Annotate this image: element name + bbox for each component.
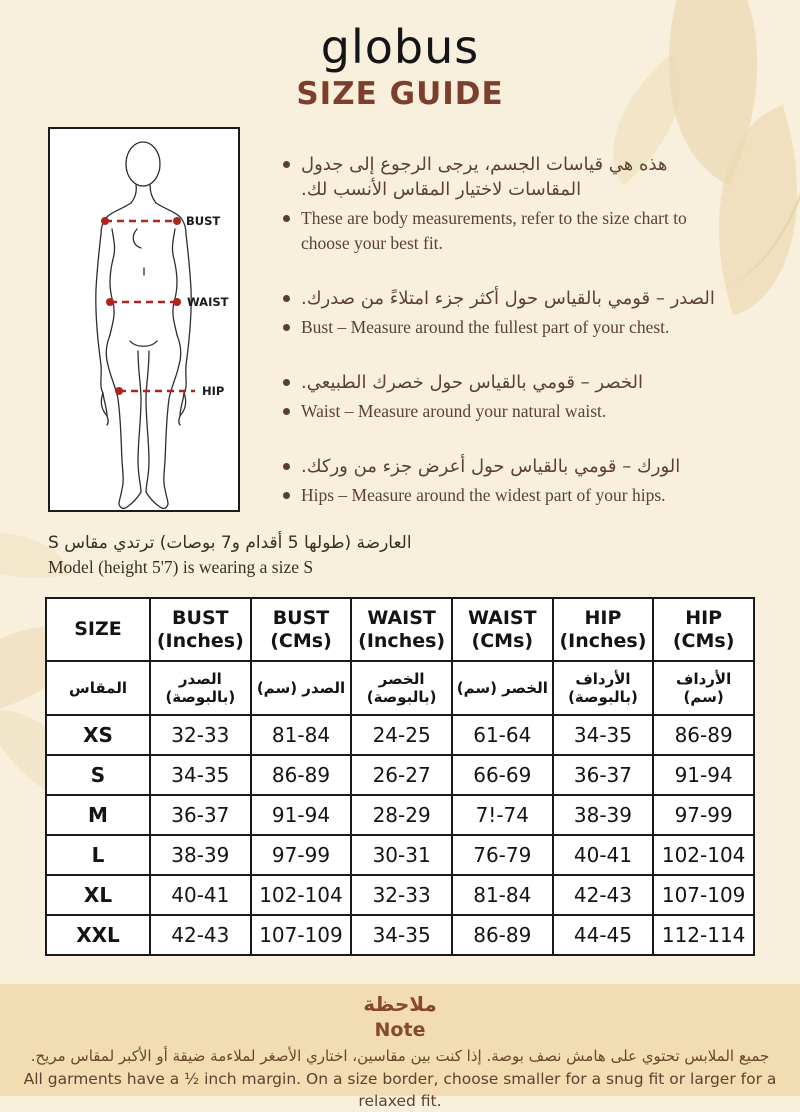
column-header-ar: الأرداف (بالبوصة) bbox=[553, 661, 654, 715]
bullet-dot-icon bbox=[283, 324, 290, 331]
measurement-cell: 30-31 bbox=[351, 835, 452, 875]
bullet-text: Waist – Measure around your natural waist. bbox=[301, 401, 607, 421]
bullet-group bbox=[283, 286, 717, 340]
measurement-cell: 102-104 bbox=[251, 875, 352, 915]
measurement-cell: 34-35 bbox=[150, 755, 251, 795]
measurement-cell: 28-29 bbox=[351, 795, 452, 835]
note-body-arabic: جميع الملابس تحتوي على هامش نصف بوصة. إذا كنت بين مقاسين، اختاري الأصغر لملاءمة ضيقة أو الأكبر لمقاس مريح. bbox=[30, 1047, 770, 1065]
bullet-text: These are body measurements, refer to the size chart to choose your best fit. bbox=[301, 208, 687, 253]
measurement-cell: 66-69 bbox=[452, 755, 553, 795]
bullet-text: Bust – Measure around the fullest part of your chest. bbox=[301, 317, 670, 337]
bullet-text: الخصر – قومي بالقياس حول خصرك الطبيعي. bbox=[301, 372, 644, 393]
bullet-item-en bbox=[283, 206, 717, 256]
measurement-cell: 44-45 bbox=[553, 915, 654, 955]
column-header-ar: الخصر (بالبوصة) bbox=[351, 661, 452, 715]
note-title-english: Note bbox=[374, 1019, 426, 1041]
body-figure-illustration-icon bbox=[50, 129, 238, 510]
bullet-text: الورك – قومي بالقياس حول أعرض جزء من وركك. bbox=[301, 456, 681, 477]
size-label-cell: M bbox=[46, 795, 150, 835]
measurement-cell: 102-104 bbox=[653, 835, 754, 875]
size-label-cell: XXL bbox=[46, 915, 150, 955]
column-header-en: WAIST (CMs) bbox=[452, 598, 553, 661]
size-label-cell: L bbox=[46, 835, 150, 875]
page-title: SIZE GUIDE bbox=[296, 76, 504, 112]
bullet-dot-icon bbox=[283, 408, 290, 415]
table-header-row-english bbox=[46, 598, 754, 661]
bullet-item-ar bbox=[283, 454, 717, 479]
bust-line-label: BUST bbox=[186, 214, 221, 228]
table-row bbox=[46, 875, 754, 915]
measurement-cell: 36-37 bbox=[553, 755, 654, 795]
measurement-cell: 61-64 bbox=[452, 715, 553, 755]
note-body-english: All garments have a ½ inch margin. On a size border, choose smaller for a snug fit or larger for a relaxed fit. bbox=[23, 1070, 777, 1110]
measurement-cell: 76-79 bbox=[452, 835, 553, 875]
note-title-arabic: ملاحظة bbox=[363, 992, 437, 1016]
bullet-item-ar bbox=[283, 152, 717, 202]
size-label-cell: S bbox=[46, 755, 150, 795]
table-row bbox=[46, 715, 754, 755]
bullet-item-ar bbox=[283, 370, 717, 395]
measurement-cell: 81-84 bbox=[251, 715, 352, 755]
waist-line-label: WAIST bbox=[187, 295, 229, 309]
bullet-group bbox=[283, 454, 717, 508]
measurement-cell: 34-35 bbox=[553, 715, 654, 755]
column-header-ar: الأرداف (سم) bbox=[653, 661, 754, 715]
column-header-en: BUST (Inches) bbox=[150, 598, 251, 661]
table-row bbox=[46, 755, 754, 795]
measurement-cell: 91-94 bbox=[653, 755, 754, 795]
column-header-en: SIZE bbox=[46, 598, 150, 661]
measurement-cell: 42-43 bbox=[553, 875, 654, 915]
measurement-cell: 32-33 bbox=[351, 875, 452, 915]
brand-logo: globus bbox=[320, 20, 480, 74]
table-row bbox=[46, 795, 754, 835]
bullet-dot-icon bbox=[283, 295, 290, 302]
column-header-ar: المقاس bbox=[46, 661, 150, 715]
bullet-text: هذه هي قياسات الجسم، يرجى الرجوع إلى جدول المقاسات لاختيار المقاس الأنسب لك. bbox=[301, 154, 668, 200]
measurement-cell: 38-39 bbox=[553, 795, 654, 835]
bullet-dot-icon bbox=[283, 379, 290, 386]
bullet-dot-icon bbox=[283, 161, 290, 168]
measurement-cell: 24-25 bbox=[351, 715, 452, 755]
measurement-cell: 36-37 bbox=[150, 795, 251, 835]
footer-note bbox=[0, 984, 800, 1110]
measurement-cell: 107-109 bbox=[653, 875, 754, 915]
bullet-group bbox=[283, 370, 717, 424]
measurement-cell: 42-43 bbox=[150, 915, 251, 955]
bullet-dot-icon bbox=[283, 463, 290, 470]
measurement-cell: 32-33 bbox=[150, 715, 251, 755]
table-row bbox=[46, 915, 754, 955]
measurement-cell: 97-99 bbox=[653, 795, 754, 835]
column-header-ar: الخصر (سم) bbox=[452, 661, 553, 715]
column-header-ar: الصدر (بالبوصة) bbox=[150, 661, 251, 715]
column-header-en: HIP (Inches) bbox=[553, 598, 654, 661]
size-label-cell: XS bbox=[46, 715, 150, 755]
bullet-group bbox=[283, 152, 717, 256]
measurement-cell: 86-89 bbox=[653, 715, 754, 755]
column-header-en: WAIST (Inches) bbox=[351, 598, 452, 661]
bullet-item-en bbox=[283, 483, 717, 508]
measurement-cell: 107-109 bbox=[251, 915, 352, 955]
bullet-item-en bbox=[283, 315, 717, 340]
measurement-cell: 40-41 bbox=[553, 835, 654, 875]
measurement-cell: 112-114 bbox=[653, 915, 754, 955]
size-chart-table bbox=[45, 597, 755, 956]
measurement-cell: 86-89 bbox=[251, 755, 352, 795]
bullet-item-en bbox=[283, 399, 717, 424]
bullet-dot-icon bbox=[283, 215, 290, 222]
measurement-cell: 38-39 bbox=[150, 835, 251, 875]
hip-line-label: HIP bbox=[202, 384, 225, 398]
measurement-cell: 97-99 bbox=[251, 835, 352, 875]
measurement-cell: 7!-74 bbox=[452, 795, 553, 835]
measurement-cell: 81-84 bbox=[452, 875, 553, 915]
measurement-cell: 34-35 bbox=[351, 915, 452, 955]
bullet-item-ar bbox=[283, 286, 717, 311]
model-note bbox=[48, 531, 568, 579]
size-label-cell: XL bbox=[46, 875, 150, 915]
measurement-cell: 86-89 bbox=[452, 915, 553, 955]
column-header-en: BUST (CMs) bbox=[251, 598, 352, 661]
column-header-ar: الصدر (سم) bbox=[251, 661, 352, 715]
column-header-en: HIP (CMs) bbox=[653, 598, 754, 661]
measurement-cell: 40-41 bbox=[150, 875, 251, 915]
table-row bbox=[46, 835, 754, 875]
body-measurement-figure bbox=[48, 127, 240, 512]
model-note-english: Model (height 5'7) is wearing a size S bbox=[48, 557, 314, 577]
bullet-text: Hips – Measure around the widest part of your hips. bbox=[301, 485, 666, 505]
measurement-cell: 26-27 bbox=[351, 755, 452, 795]
table-header-row-arabic bbox=[46, 661, 754, 715]
size-chart bbox=[45, 597, 755, 956]
measurement-instructions-list bbox=[283, 152, 717, 508]
bullet-text: الصدر – قومي بالقياس حول أكثر جزء امتلاءً من صدرك. bbox=[301, 288, 715, 309]
model-note-arabic: العارضة (طولها 5 أقدام و7 بوصات) ترتدي مقاس S bbox=[48, 533, 412, 553]
bullet-dot-icon bbox=[283, 492, 290, 499]
measurement-cell: 91-94 bbox=[251, 795, 352, 835]
